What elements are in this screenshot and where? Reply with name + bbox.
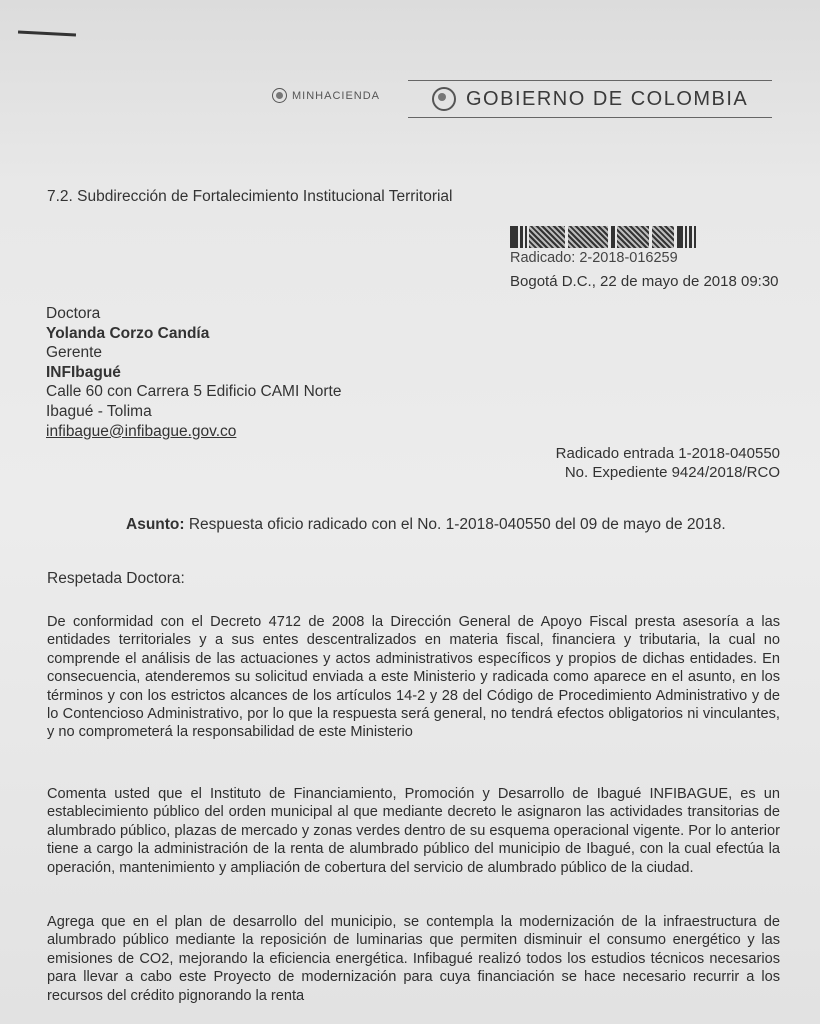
recipient-city: Ibagué - Tolima [46, 402, 152, 420]
pen-mark [18, 30, 76, 36]
reference-block [556, 444, 780, 482]
minhacienda-logo-text: MINHACIENDA [292, 89, 381, 102]
recipient-email: infibague@infibague.gov.co [46, 422, 237, 440]
recipient-address: Calle 60 con Carrera 5 Edificio CAMI Norte [46, 383, 342, 401]
gobierno-logo [408, 80, 772, 118]
recipient-entity: INFIbagué [46, 363, 121, 381]
subject-line [126, 516, 726, 534]
recipient-block [46, 304, 341, 441]
recipient-position: Gerente [46, 344, 103, 362]
minhacienda-logo [272, 88, 380, 103]
radicado-number: Radicado: 2-2018-016259 [510, 250, 678, 266]
gobierno-logo-text: GOBIERNO DE COLOMBIA [466, 87, 749, 110]
body-paragraph-2: Comenta usted que el Instituto de Financiamiento, Promoción y Desarrollo de Ibagué INFIBAGUE, es un establecimiento público del orden municipal al que mediante decreto le asignaron las actividades transitorias de alumbrado público, plazas de mercado y zonas verdes dentro de su esquema operacional vigente. Por lo anterior tiene a cargo la administración de la renta de alumbrado público del municipio de Ibagué, con la cual efectúa la operación, mantenimiento y ampliación de cobertura del servicio de alumbrado público de la ciudad. [47, 786, 780, 876]
subject-label: Asunto: [126, 516, 185, 533]
coat-of-arms-icon [432, 87, 456, 111]
date-line: Bogotá D.C., 22 de mayo de 2018 09:30 [510, 273, 779, 290]
seal-icon [272, 88, 287, 103]
subject-text: Respuesta oficio radicado con el No. 1-2018-040550 del 09 de mayo de 2018. [188, 516, 726, 533]
office-line: 7.2. Subdirección de Fortalecimiento Institucional Territorial [47, 188, 453, 205]
file-number: No. Expediente 9424/2018/RCO [564, 464, 780, 481]
entry-radicado: Radicado entrada 1-2018-040550 [555, 445, 780, 462]
salutation: Respetada Doctora: [47, 570, 185, 587]
letterhead [272, 80, 772, 130]
recipient-title: Doctora [46, 305, 101, 322]
body-paragraph-1: De conformidad con el Decreto 4712 de 2008 la Dirección General de Apoyo Fiscal presta asesoría a las entidades territoriales y a sus entes descentralizados en materia fiscal, financiera y tributaria, la cual no comprende el análisis de las actuaciones y actos administrativos específicos y propios de dichas entidades. En consecuencia, atenderemos su solicitud enviada a este Ministerio y radicada como aparece en el asunto, en los términos y con los estrictos alcances de los artículos 14-2 y 28 del Código de Procedimiento Administrativo y de lo Contencioso Administrativo, por lo que la respuesta será general, no tendrá efectos obligatorios ni vinculantes, y no comprometerá la responsabilidad de este Ministerio [47, 614, 780, 741]
barcode [510, 226, 706, 248]
recipient-name: Yolanda Corzo Candía [46, 324, 210, 342]
body-paragraph-3: Agrega que en el plan de desarrollo del municipio, se contempla la modernización de la infraestructura de alumbrado público mediante la reposición de luminarias que permiten disminuir el consumo energético y las emisiones de CO2, mejorando la eficiencia energética. Infibagué realizó todos los estudios técnicos necesarios para llevar a cabo este Proyecto de modernización para cuya financiación se hace necesario recurrir a los recursos del crédito pignorando la renta [47, 914, 780, 1004]
